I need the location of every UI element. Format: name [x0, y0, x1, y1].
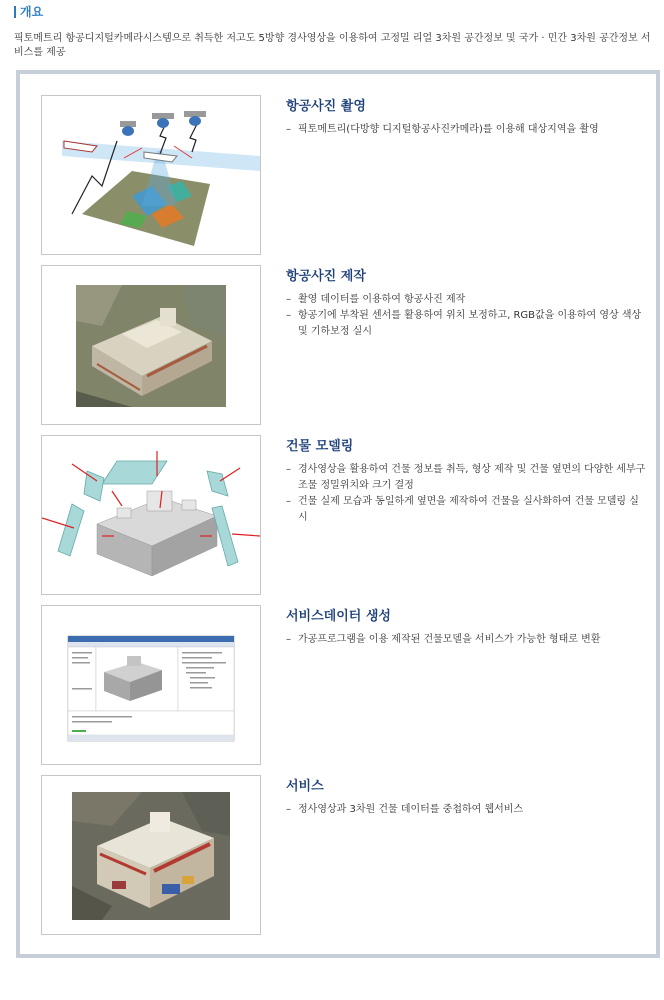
step-aerial-capture	[41, 95, 641, 255]
overview-header	[14, 6, 654, 60]
step-title: 서비스데이터 생성	[286, 609, 391, 624]
building-modeling-diagram	[41, 435, 261, 595]
step-line: – 가공프로그램을 이용 제작된 건물모델을 서비스가 가능한 형태로 변환	[286, 634, 601, 645]
step-service	[41, 775, 641, 935]
step-service-data	[41, 605, 641, 765]
step-lines	[286, 122, 646, 138]
step-title: 건물 모델링	[286, 439, 354, 454]
step-aerial-production	[41, 265, 641, 425]
step-lines	[286, 632, 646, 648]
process-frame	[16, 70, 660, 958]
step-lines	[286, 802, 646, 818]
step-title: 항공사진 촬영	[286, 99, 366, 114]
aerial-capture-illustration	[41, 95, 261, 255]
step-line: – 픽토메트리(다방향 디지털항공사진카메라)를 이용해 대상지역을 촬영	[286, 124, 599, 135]
step-title: 항공사진 제작	[286, 269, 366, 284]
step-building-modeling	[41, 435, 646, 595]
overview-title: 개요	[14, 6, 654, 18]
step-line: – 항공기에 부착된 센서를 활용하여 위치 보정하고, RGB값을 이용하여 영상 색상 및 기하보정 실시	[286, 310, 642, 337]
step-line: – 정사영상과 3차원 건물 데이터를 중첩하여 웹서비스	[286, 804, 524, 815]
textured-3d-building-view	[41, 775, 261, 935]
step-line: – 경사영상을 활용하여 건물 정보를 취득, 형상 제작 및 건물 옆면의 다양한 세부구조물 정밀위치와 크기 결정	[286, 464, 646, 491]
step-lines	[286, 292, 646, 340]
step-line: – 건물 실제 모습과 동일하게 옆면을 제작하여 건물을 실사화하여 건물 모델링 실시	[286, 496, 639, 523]
step-lines	[286, 462, 646, 526]
overview-description: 픽토메트리 항공디지털카메라시스템으로 취득한 저고도 5방향 경사영상을 이용하여 고정밀 리얼 3차원 공간정보 및 국가 · 민간 3차원 공간정보 서비스를 제공	[14, 33, 651, 58]
processing-software-screenshot	[41, 605, 261, 765]
aerial-oblique-photo	[41, 265, 261, 425]
step-line: – 촬영 데이터를 이용하여 항공사진 제작	[286, 294, 466, 305]
step-title: 서비스	[286, 779, 324, 794]
